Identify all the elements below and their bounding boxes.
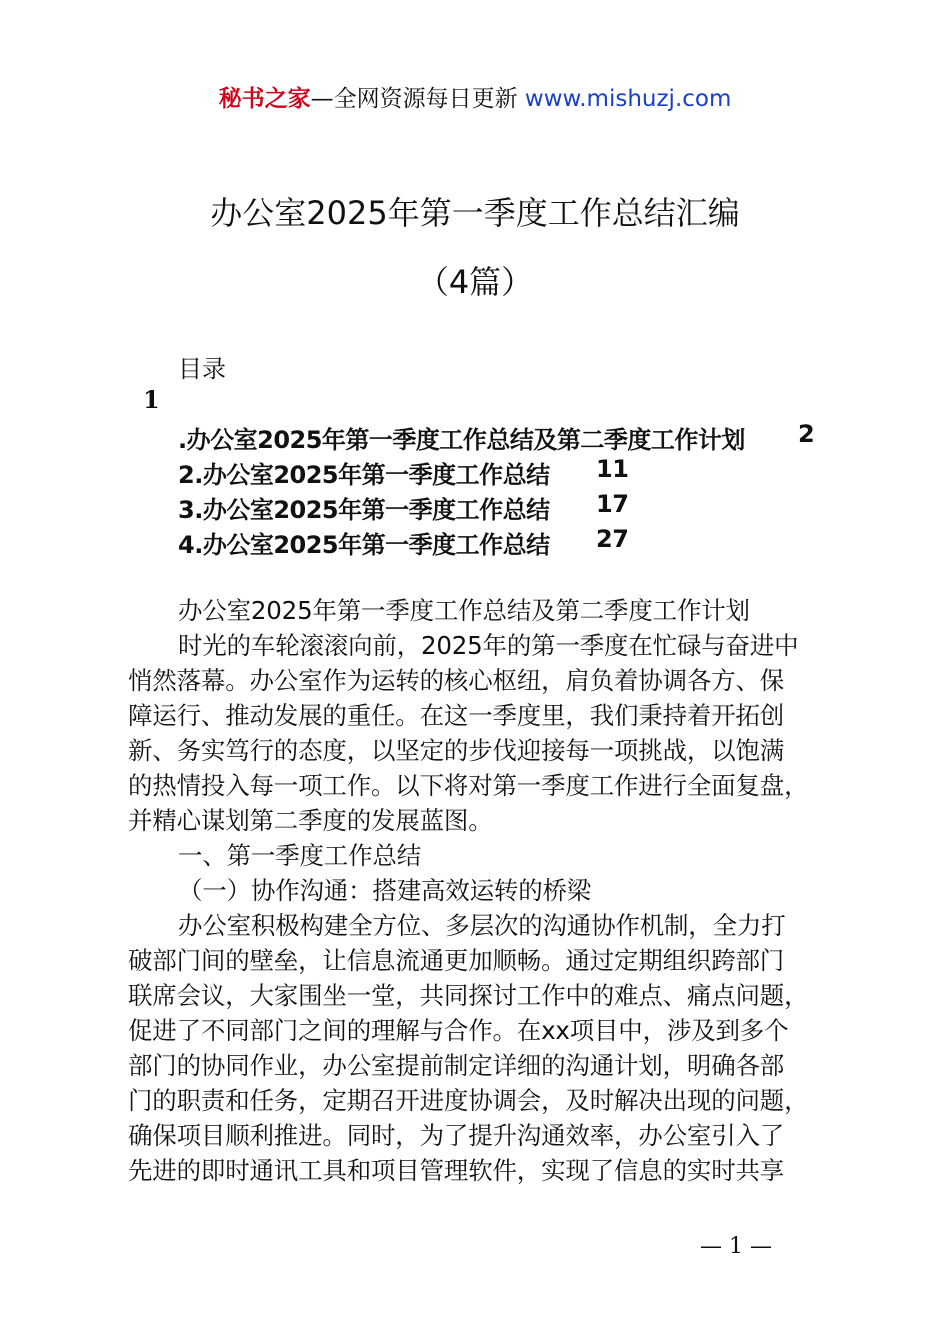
toc-item-label: 3.办公室2025年第一季度工作总结 bbox=[178, 496, 550, 524]
toc-item[interactable] bbox=[178, 525, 629, 560]
section-heading: 一、第一季度工作总结 bbox=[178, 841, 421, 870]
body-text-line: 办公室2025年第一季度工作总结及第二季度工作计划 bbox=[178, 596, 750, 625]
body-text-line: 并精心谋划第二季度的发展蓝图。 bbox=[128, 806, 493, 835]
toc-item-label: 4.办公室2025年第一季度工作总结 bbox=[178, 531, 550, 559]
brand-name: 秘书之家 bbox=[218, 86, 311, 112]
body-text-line: 门的职责和任务，定期召开进度协调会，及时解决出现的问题， bbox=[128, 1086, 809, 1115]
toc-item-page: 27 bbox=[596, 525, 629, 553]
toc-heading: 目录 bbox=[178, 355, 226, 383]
body-text-line: 先进的即时通讯工具和项目管理软件，实现了信息的实时共享 bbox=[128, 1156, 785, 1185]
body-text-line: 新、务实笃行的态度，以坚定的步伐迎接每一项挑战，以饱满 bbox=[128, 736, 785, 765]
body-text-line: 的热情投入每一项工作。以下将对第一季度工作进行全面复盘， bbox=[128, 771, 809, 800]
document-subtitle: （4篇） bbox=[416, 263, 534, 301]
toc-item[interactable] bbox=[178, 455, 629, 490]
header-tagline: —全网资源每日更新 bbox=[310, 86, 525, 112]
toc-item-label: .办公室2025年第一季度工作总结及第二季度工作计划 bbox=[178, 426, 745, 454]
body-text-line: 破部门间的壁垒，让信息流通更加顺畅。通过定期组织跨部门 bbox=[128, 946, 785, 975]
body-text-line: 促进了不同部门之间的理解与合作。在xx项目中，涉及到多个 bbox=[128, 1016, 789, 1045]
toc-item-page: 17 bbox=[596, 490, 629, 518]
toc-item[interactable] bbox=[178, 420, 815, 455]
toc-item-page: 11 bbox=[596, 455, 629, 483]
body-text-line: 办公室积极构建全方位、多层次的沟通协作机制，全力打 bbox=[178, 911, 786, 940]
document-title: 办公室2025年第一季度工作总结汇编 bbox=[210, 194, 740, 232]
body-text-line: 联席会议，大家围坐一堂，共同探讨工作中的难点、痛点问题， bbox=[128, 981, 809, 1010]
toc-item[interactable] bbox=[178, 490, 629, 525]
toc-item-page: 2 bbox=[798, 420, 815, 448]
toc-first-number: 1 bbox=[143, 385, 160, 414]
body-text-line: 障运行、推动发展的重任。在这一季度里，我们秉持着开拓创 bbox=[128, 701, 785, 730]
body-text-line: 时光的车轮滚滚向前，2025年的第一季度在忙碌与奋进中 bbox=[178, 631, 799, 660]
site-header bbox=[0, 80, 950, 113]
body-text-line: 确保项目顺利推进。同时，为了提升沟通效率，办公室引入了 bbox=[128, 1121, 785, 1150]
header-url-link[interactable]: www.mishuzj.com bbox=[524, 86, 732, 112]
subsection-heading: （一）协作沟通：搭建高效运转的桥梁 bbox=[178, 876, 592, 905]
toc-item-label: 2.办公室2025年第一季度工作总结 bbox=[178, 461, 550, 489]
page-number: — 1 — bbox=[700, 1234, 772, 1259]
body-text-line: 悄然落幕。办公室作为运转的核心枢纽，肩负着协调各方、保 bbox=[128, 666, 785, 695]
body-text-line: 部门的协同作业，办公室提前制定详细的沟通计划，明确各部 bbox=[128, 1051, 785, 1080]
